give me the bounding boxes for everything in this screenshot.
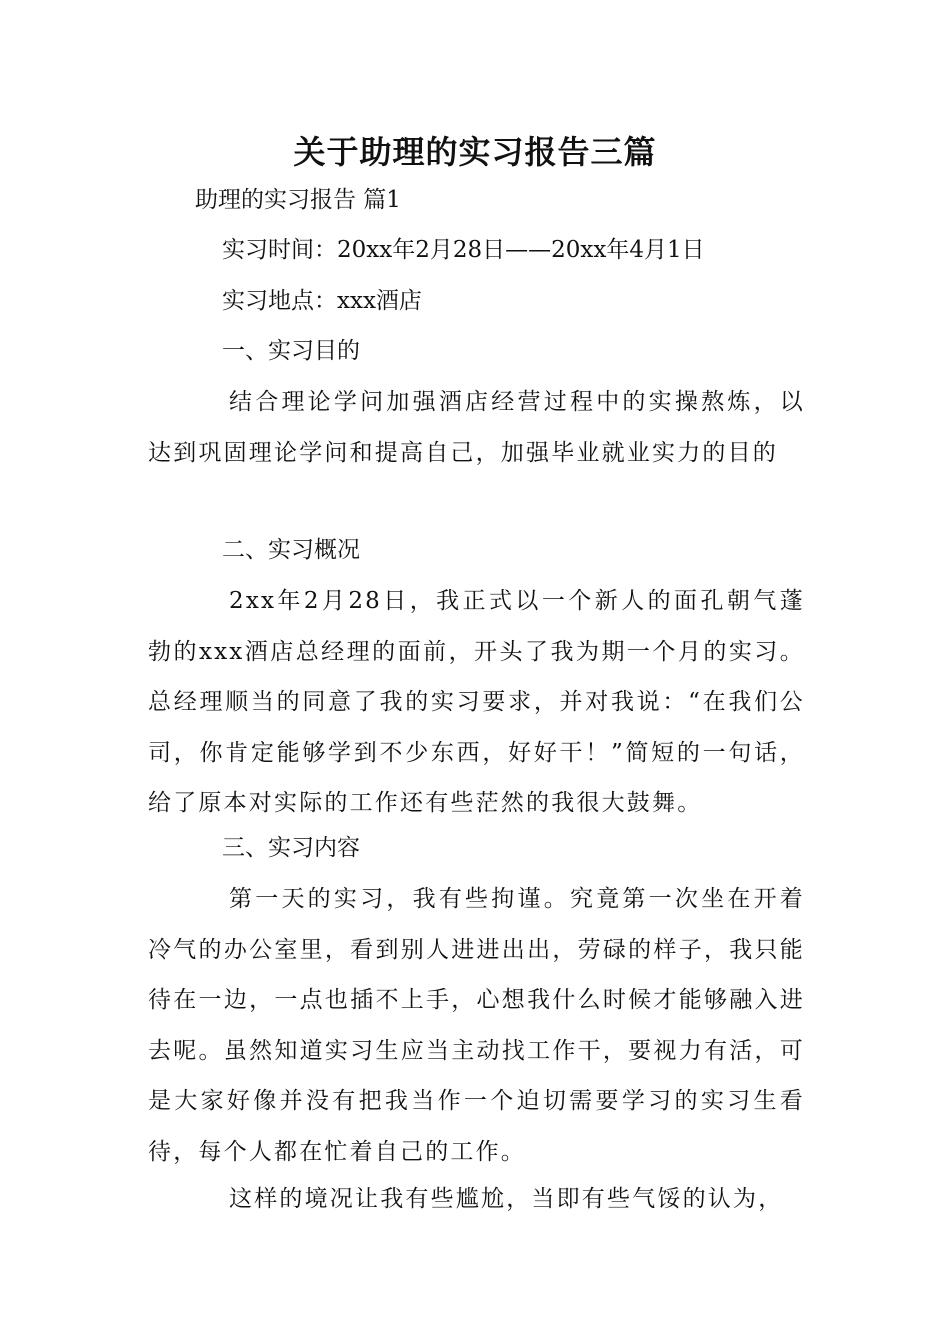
section-heading-purpose: 一、实习目的 <box>222 338 360 364</box>
document-title: 关于助理的实习报告三篇 <box>293 133 657 171</box>
internship-location: 实习地点：xxx酒店 <box>222 288 422 314</box>
report-subtitle: 助理的实习报告 篇1 <box>195 187 401 213</box>
internship-period: 实习时间：20xx年2月28日——20xx年4月1日 <box>222 237 705 263</box>
section-text-content-continued: 这样的境况让我有些尴尬，当即有些气馁的认为， <box>229 1186 784 1212</box>
section-heading-content: 三、实习内容 <box>222 835 360 861</box>
section-text-purpose: 结合理论学问加强酒店经营过程中的实操熬炼，以达到巩固理论学问和提高自己，加强毕业就业实力的目的 <box>148 389 805 466</box>
section-heading-overview: 二、实习概况 <box>222 537 360 563</box>
section-text-overview: 2xx年2月28日，我正式以一个新人的面孔朝气蓬勃的xxx酒店总经理的面前，开头了我为期一个月的实习。总经理顺当的同意了我的实习要求，并对我说：“在我们公司，你肯定能够学到不少东西，好好干！”简短的一句话，给了原本对实际的工作还有些茫然的我很大鼓舞。 <box>148 588 805 816</box>
section-text-content: 第一天的实习，我有些拘谨。究竟第一次坐在开着冷气的办公室里，看到别人进进出出，劳碌的样子，我只能待在一边，一点也插不上手，心想我什么时候才能够融入进去呢。虽然知道实习生应当主动找工作干，要视力有活，可是大家好像并没有把我当作一个迫切需要学习的实习生看待，每个人都在忙着自己的工作。 <box>148 886 805 1165</box>
